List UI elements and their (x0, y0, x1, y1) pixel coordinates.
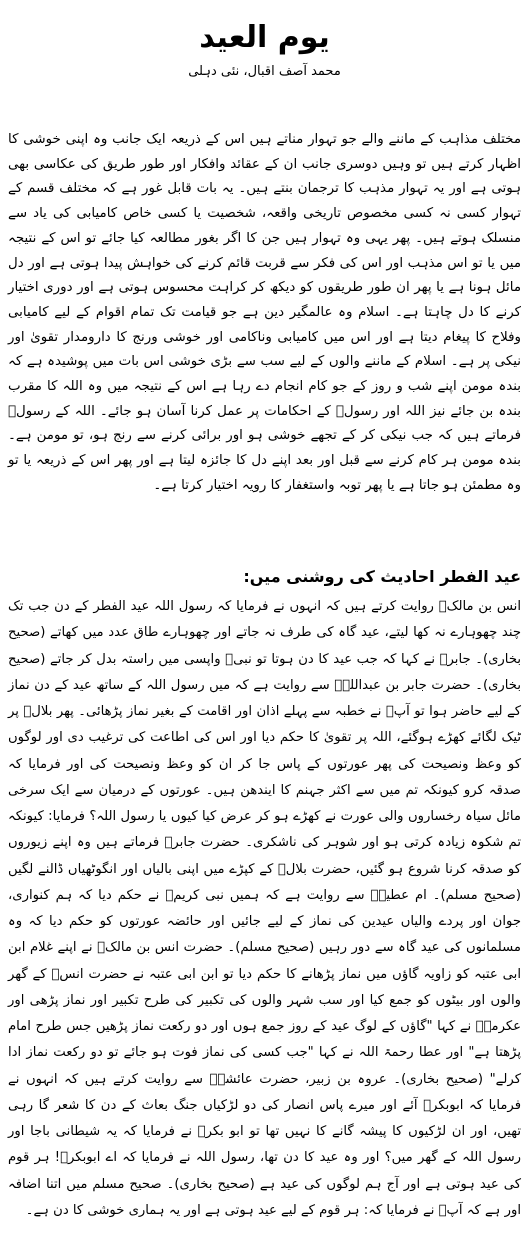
intro-paragraph: مختلف مذاہب کے ماننے والے جو تہوار مناتے ہیں اس کے ذریعہ ایک جانب وہ اپنی خوشی کا اظہار کرتے ہیں تو وہیں دوسری جانب ان کے عقائد وافکار اور طور طریق کی عکاسی بھی ہوتی ہے اور یہ تہوار مذہب کا ترجمان بنتے ہیں۔ یہ بات قابل غور ہے کہ مختلف قسم کے تہوار کسی نہ کسی مخصوص تاریخی واقعہ، شخصیت یا کسی خاص کامیابی کی یاد سے منسلک ہوتے ہیں۔ پھر یہی وہ تہوار ہیں جن کا اگر بغور مطالعہ کیا جائے تو اس کے نتیجہ میں یا تو اس مذہب اور اس کی فکر سے قربت قائم کرنے کی خواہش پیدا ہوتی ہے اور دل مائل ہونا ہے یا پھر ان طور طریقوں کو دیکھ کر کراہت محسوس ہوتی ہے اور دوری اختیار کرنے کا دل چاہتا ہے۔ اسلام وہ عالمگیر دین ہے جو قیامت تک تمام اقوام کے لیے کامیابی وفلاح کا پیغام دیتا ہے اور اس میں کامیابی وناکامی اور خوشی ورنج کا دارومدار تقویٰ اور نیکی پر ہے۔ اسلام کے ماننے والوں کے لیے سب سے بڑی خوشی اس بات میں پوشیدہ ہے کہ بندہ مومن اپنے شب و روز کے جو کام انجام دے رہا ہے اس کے نتیجہ میں وہ اللہ کا مقرب بندہ بن جائے نیز اللہ اور رسولؐ کے احکامات پر عمل کرنا آسان ہو جائے۔ اللہ کے رسولؐ فرماتے ہیں کہ جب نیکی کر کے تجھے خوشی ہو اور برائی کرنے سے رنج ہو، تو مومن ہے۔ بندہ مومن ہر کام کرنے سے قبل اور بعد اپنے دل کا جائزہ لیتا ہے اور پھر اس کے ذریعہ یا تو وہ مطمئن ہو جاتا ہے یا پھر توبہ واستغفار کا رویہ اختیار کرتا ہے۔ (8, 132, 521, 493)
article-title: یوم العید (199, 20, 330, 55)
hadith-section-heading: عید الفطر احادیث کی روشنی میں: (243, 567, 521, 586)
author-byline: محمد آصف اقبال، نئی دہلی (188, 64, 341, 79)
hadith-paragraph: انس بن مالکؓ روایت کرتے ہیں کہ انہوں نے فرمایا کہ رسول اللہ عید الفطر کے دن جب تک چند چھوہارے نہ کھا لیتے، عید گاہ کی طرف نہ جاتے اور چھوہارے طاق عدد میں کھاتے (صحیح بخاری)۔ جابرؓ نے کہا کہ جب عید کا دن ہوتا تو نبیؐ واپسی میں راستہ بدل کر جاتے (صحیح بخاری)۔ حضرت جابر بن عبداللہؓ سے روایت ہے کہ میں رسول اللہ کے ساتھ عید کے دن نماز کے لیے حاضر ہوا تو آپؐ نے خطبہ سے پہلے اذان اور اقامت کے بغیر نماز پڑھائی۔ پھر بلالؓ پر ٹیک لگائے کھڑے ہوگئے، اللہ پر تقویٰ کا حکم دیا اور اس کی اطاعت کی ترغیب دی اور لوگوں کو وعظ ونصیحت کی پھر عورتوں کے پاس جا کر ان کو وعظ ونصیحت کی اور فرمایا کہ صدقہ کرو کیونکہ تم میں سے اکثر جہنم کا ایندھن ہیں۔ عورتوں کے درمیان سے ایک سرخی مائل سیاہ رخساروں والی عورت نے کھڑے ہو کر عرض کیا کیوں یا رسول اللہ؟ فرمایا: کیونکہ تم شکوہ زیادہ کرتی ہو اور شوہر کی ناشکری۔ حضرت جابرؓ فرماتے ہیں وہ اپنے زیوروں کو صدقہ کرنا شروع ہو گئیں، حضرت بلالؓ کے کپڑے میں اپنی بالیاں اور انگوٹھیاں ڈالنے لگیں (صحیح مسلم)۔ ام عطیہؓ سے روایت ہے کہ ہمیں نبی کریمؐ نے حکم دیا کہ ہم کنواری، جوان اور پردے والیاں عیدین کی نماز کے لیے جائیں اور حائضہ عورتوں کو حکم دیا کہ وہ مسلمانوں کی عید گاہ سے دور رہیں (صحیح مسلم)۔ حضرت انس بن مالکؓ نے اپنے غلام ابن ابی عتبہ کو زاویہ گاؤں میں نماز پڑھانے کا حکم دیا تو ابن ابی عتبہ نے حضرت انسؓ کے گھر والوں اور بیٹوں کو جمع کیا اور سب شہر والوں کی تکبیر کی طرح تکبیر اور نماز پڑھی اور عکرمہؓ نے کہا "گاؤں کے لوگ عید کے روز جمع ہوں اور دو رکعت نماز پڑھیں جس طرح امام پڑھتا ہے" اور عطا رحمۃ اللہ نے کہا "جب کسی کی نماز فوت ہو جائے تو دو رکعت نماز ادا کرلے" (صحیح بخاری)۔ عروہ بن زبیر، حضرت عائشہؓ سے روایت کرتے ہیں کہ انہوں نے فرمایا کہ ابوبکرؓ آئے اور میرے پاس انصار کی دو لڑکیاں جنگ بعاث کے دن کا شعر گا رہی تھیں، اور ان لڑکیوں کا پیشہ گانے کا نہیں تھا تو ابو بکرؓ نے فرمایا کہ یہ شیطانی باجا اور رسول اللہ کے گھر میں؟ اور وہ عید کا دن تھا، رسول اللہ نے فرمایا کہ اے ابوبکرؓ! ہر قوم کی عید ہوتی ہے اور آج ہم لوگوں کی عید ہے (صحیح بخاری)۔ صحیح مسلم میں اتنا اضافہ اور ہے کہ آپؐ نے فرمایا کہ: ہر قوم کے لیے عید ہوتی ہے اور یہ ہماری خوشی کا دن ہے۔ (8, 599, 521, 1218)
